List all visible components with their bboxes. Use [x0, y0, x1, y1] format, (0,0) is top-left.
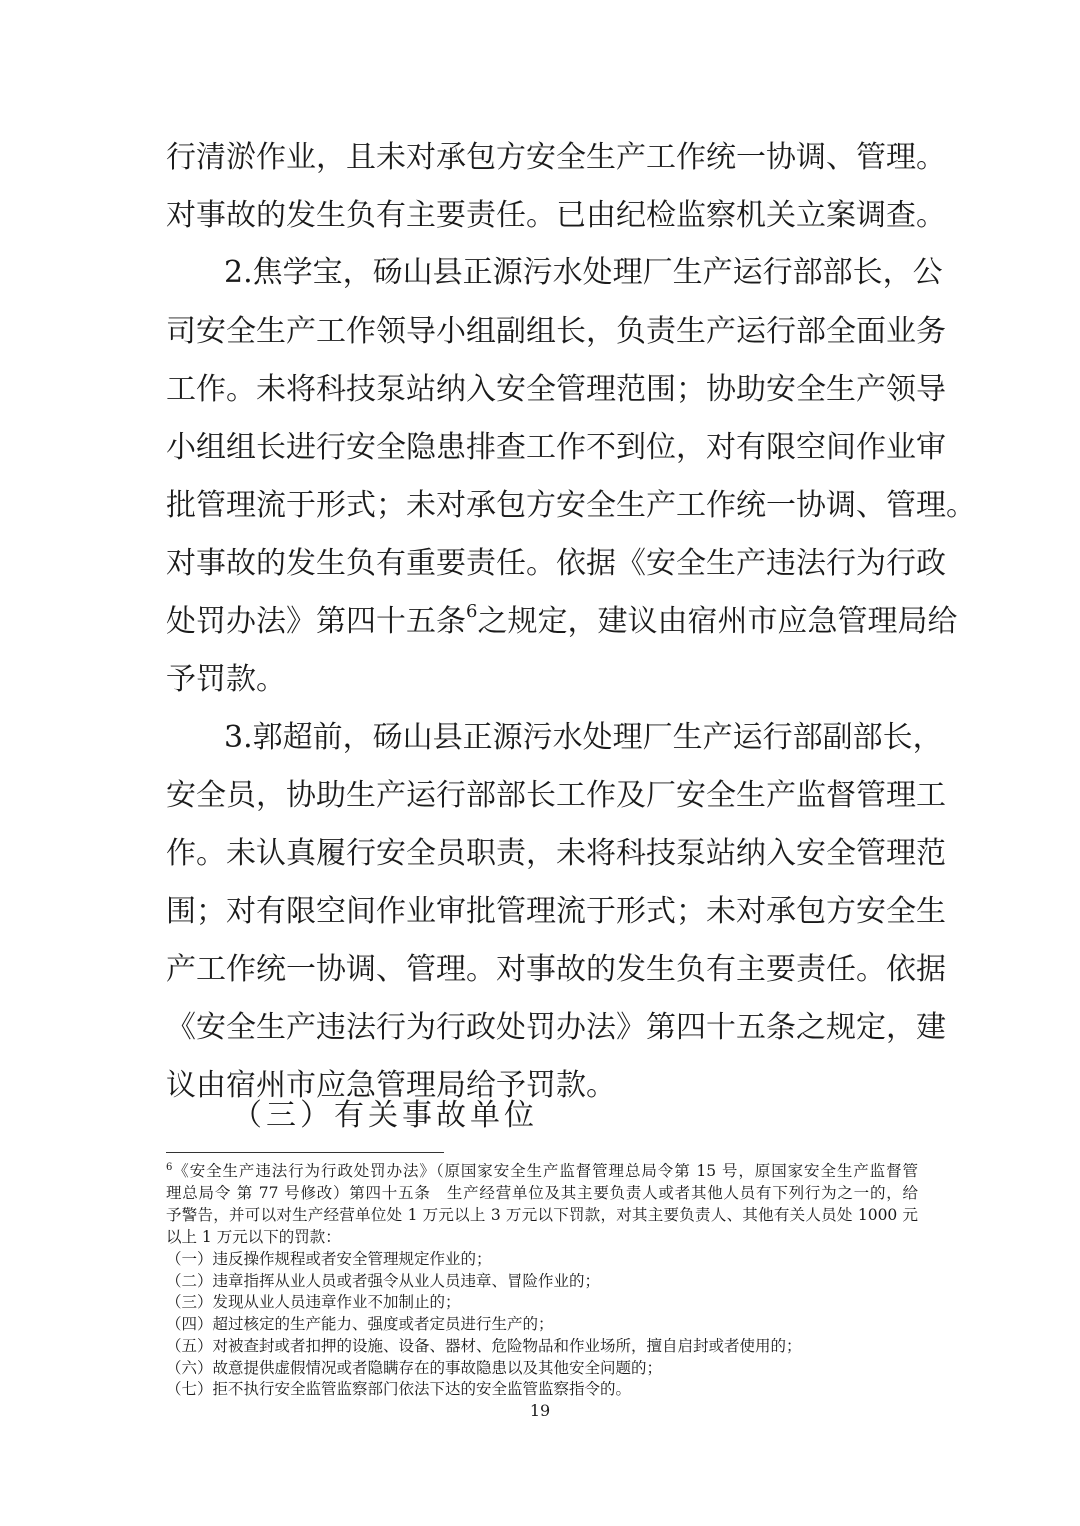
body-line-4: 司安全生产工作领导小组副组长，负责生产运行部全面业务	[166, 314, 946, 349]
footnote-item-3: （三）发现从业人员违章作业不加制止的；	[166, 1293, 461, 1311]
body-line-17: 议由宿州市应急管理局给予罚款。	[166, 1068, 616, 1103]
body-line-3: 2.焦学宝，砀山县正源污水处理厂生产运行部部长，公	[224, 255, 943, 290]
body-line-9-part-1: 处罚办法》第四十五条	[166, 604, 466, 639]
body-line-10: 予罚款。	[166, 662, 286, 697]
body-line-5: 工作。未将科技泵站纳入安全管理范围；协助安全生产领导	[166, 372, 946, 407]
footnote-line-3: 予警告，并可以对生产经营单位处 1 万元以上 3 万元以下罚款，对其主要负责人、其他有关人员处 1000 元	[166, 1206, 918, 1224]
page-number: 19	[529, 1401, 551, 1420]
body-line-15: 产工作统一协调、管理。对事故的发生负有主要责任。依据	[166, 952, 946, 987]
footnote-reference[interactable]: 6	[466, 601, 478, 622]
body-line-7: 批管理流于形式；未对承包方安全生产工作统一协调、管理。	[166, 488, 976, 523]
body-line-12: 安全员，协助生产运行部部长工作及厂安全生产监督管理工	[166, 778, 946, 813]
footnote-line-1-text: 《安全生产违法行为行政处罚办法》（原国家安全生产监督管理总局令第 15 号，原国家安全生产监督管	[172, 1162, 918, 1180]
body-line-6: 小组组长进行安全隐患排查工作不到位，对有限空间作业审	[166, 430, 946, 465]
footnote-line-1	[166, 1161, 918, 1182]
body-line-11: 3.郭超前，砀山县正源污水处理厂生产运行部副部长，	[224, 720, 943, 755]
body-line-16: 《安全生产违法行为行政处罚办法》第四十五条之规定，建	[166, 1010, 946, 1045]
body-line-8: 对事故的发生负有重要责任。依据《安全生产违法行为行政	[166, 546, 946, 581]
footnote-line-4: 以上 1 万元以下的罚款：	[166, 1228, 341, 1246]
body-line-2: 对事故的发生负有主要责任。已由纪检监察机关立案调查。	[166, 198, 946, 233]
body-line-9-part-2: 之规定，建议由宿州市应急管理局给	[477, 604, 958, 639]
footnote-item-1: （一）违反操作规程或者安全管理规定作业的；	[166, 1250, 492, 1268]
footnote-item-4: （四）超过核定的生产能力、强度或者定员进行生产的；	[166, 1315, 554, 1333]
footnote-line-2: 理总局令 第 77 号修改）第四十五条 生产经营单位及其主要负责人或者其他人员有下列行为之一的，给	[166, 1184, 918, 1202]
body-line-1: 行清淤作业，且未对承包方安全生产工作统一协调、管理。	[166, 140, 946, 175]
body-line-14: 围；对有限空间作业审批管理流于形式；未对承包方安全生	[166, 894, 946, 929]
body-line-13: 作。未认真履行安全员职责，未将科技泵站纳入安全管理范	[166, 836, 946, 871]
footnote-item-7: （七）拒不执行安全监管监察部门依法下达的安全监管监察指令的。	[166, 1380, 632, 1398]
footnote-marker: 6	[166, 1162, 173, 1173]
body-line-9	[166, 601, 958, 642]
footnote-item-5: （五）对被查封或者扣押的设施、设备、器材、危险物品和作业场所，擅自启封或者使用的；	[166, 1337, 802, 1355]
footnote-item-6: （六）故意提供虚假情况或者隐瞒存在的事故隐患以及其他安全问题的；	[166, 1359, 663, 1377]
footnote-separator	[166, 1152, 444, 1153]
footnote-item-2: （二）违章指挥从业人员或者强令从业人员违章、冒险作业的；	[166, 1272, 601, 1290]
section-heading: （三）有关事故单位	[232, 1098, 538, 1133]
